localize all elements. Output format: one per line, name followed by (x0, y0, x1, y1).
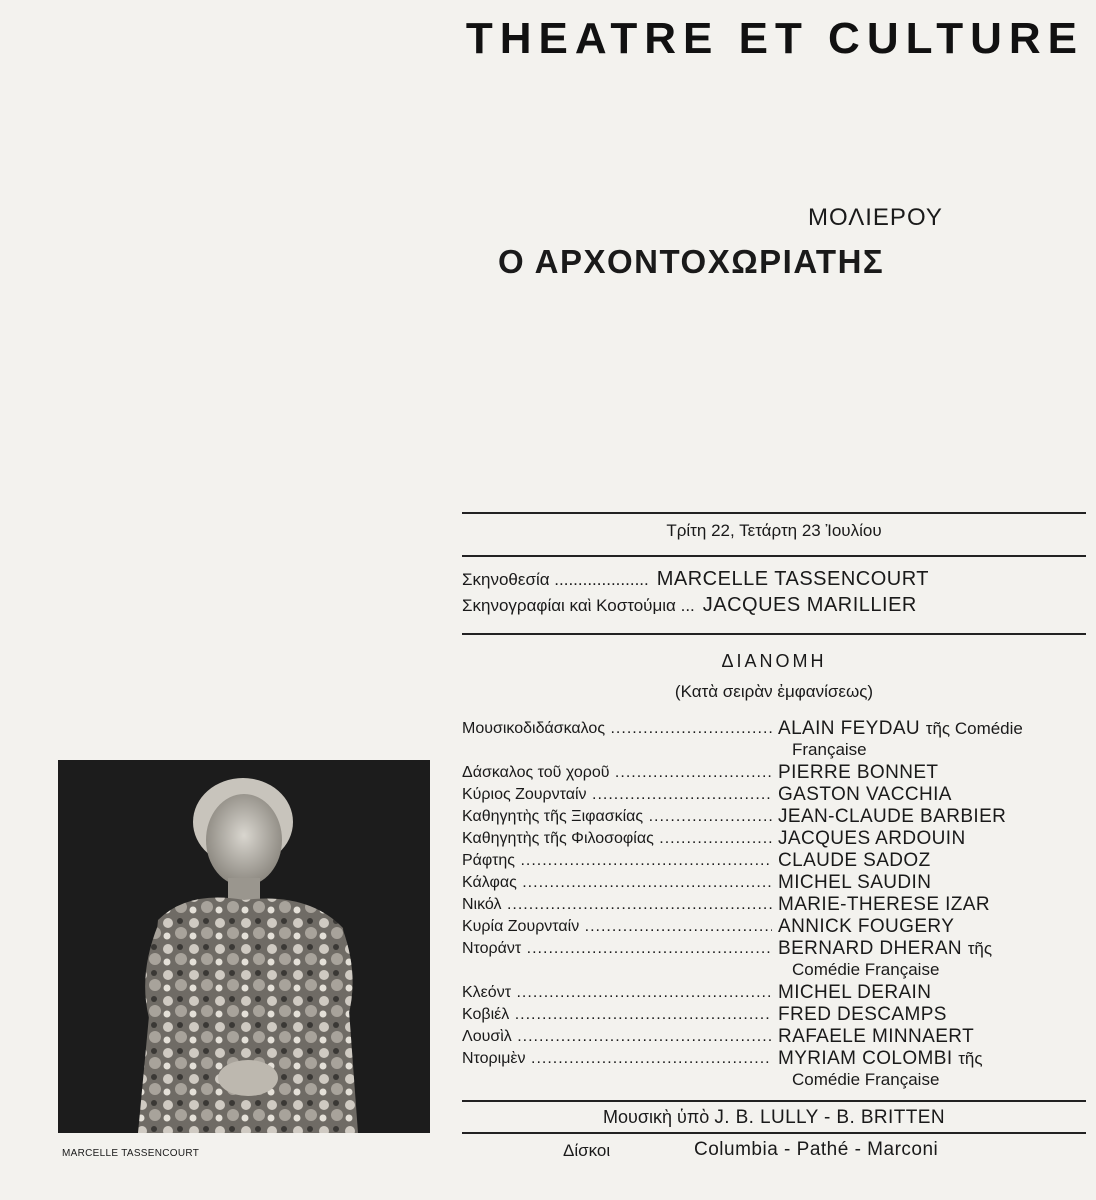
cast-role: Δάσκαλος τοῦ χοροῦ ..... (462, 764, 772, 782)
cast-role: Νικόλ ..... (462, 896, 772, 914)
cast-role: Ντοράντ ..... (462, 940, 772, 958)
cast-actor (778, 1048, 983, 1070)
divider-dates (462, 555, 1086, 557)
cast-actor (778, 894, 990, 916)
cast-row (462, 1006, 1096, 1028)
credit-role: Σκηνοθεσία .................... (462, 570, 649, 589)
cast-role: Καθηγητὴς τῆς Ξιφασκίας ..... (462, 808, 772, 826)
cast-role: Κάλφας ..... (462, 874, 772, 892)
cast-row (462, 808, 1096, 830)
cast-role: Ντοριμὲν ..... (462, 1050, 772, 1068)
cast-role: Κύριος Ζουρνταίν ..... (462, 786, 772, 804)
actor-name: ANNICK FOUGERY (778, 916, 955, 937)
actor-name: ALAIN FEYDAU (778, 718, 921, 739)
play-author: ΜΟΛΙΕΡΟΥ (808, 204, 943, 231)
actor-name: JACQUES ARDOUIN (778, 828, 966, 849)
cast-role: Μουσικοδιδάσκαλος ..... (462, 720, 772, 738)
cast-role: Κυρία Ζουρνταίν ..... (462, 918, 772, 936)
cast-role: Λουσὶλ ..... (462, 1028, 772, 1046)
actor-name: JEAN-CLAUDE BARBIER (778, 806, 1007, 827)
actor-company-continued: Comédie Française (792, 960, 940, 979)
play-title: Ο ΑΡΧΟΝΤΟΧΩΡΙΑΤΗΣ (498, 243, 885, 280)
actor-name: FRED DESCAMPS (778, 1004, 947, 1025)
cast-row (462, 786, 1096, 808)
actor-name: BERNARD DHERAN (778, 938, 963, 959)
cast-row (462, 918, 1096, 940)
cast-actor (778, 916, 954, 938)
divider-music (462, 1100, 1086, 1102)
actor-company-note: τῆς (967, 939, 993, 958)
cast-row (462, 852, 1096, 874)
records-label: Δίσκοι (563, 1141, 611, 1160)
cast-actor (778, 1004, 947, 1026)
credit-name: JACQUES MARILLIER (702, 594, 917, 616)
cast-role: Κοβιέλ ..... (462, 1006, 772, 1024)
portrait-figure (58, 760, 430, 1133)
cast-row (462, 984, 1096, 1006)
music-composers: J. B. LULLY - B. BRITTEN (714, 1107, 945, 1128)
actor-name: CLAUDE SADOZ (778, 850, 931, 871)
cast-actor (778, 828, 966, 850)
portrait-photo (58, 760, 430, 1133)
photo-caption: MARCELLE TASSENCOURT (62, 1148, 200, 1159)
actor-company-note: τῆς Comédie (925, 719, 1023, 738)
credit-name: MARCELLE TASSENCOURT (656, 568, 930, 590)
credit-row-design (462, 594, 1086, 620)
credit-row-direction (462, 568, 1086, 594)
cast-row (462, 940, 1096, 984)
cast-row (462, 720, 1096, 764)
cast-row (462, 896, 1096, 918)
actor-name: GASTON VACCHIA (778, 784, 952, 805)
cast-heading: ΔΙΑΝΟΜΗ (721, 651, 827, 671)
cast-role: Ράφτης ..... (462, 852, 772, 870)
records-labels: Columbia - Pathé - Marconi (694, 1139, 939, 1160)
cast-list (462, 720, 1096, 1094)
actor-name: MICHEL DERAIN (778, 982, 932, 1003)
actor-company-continued: Française (792, 740, 867, 759)
cast-row (462, 874, 1096, 896)
cast-actor (778, 762, 938, 784)
cast-actor (778, 872, 931, 894)
credit-role: Σκηνογραφίαι καὶ Κοστούμια ... (462, 596, 695, 615)
actor-name: MICHEL SAUDIN (778, 872, 932, 893)
actor-company-continued: Comédie Française (792, 1070, 940, 1089)
actor-name: MARIE-THERESE IZAR (778, 894, 990, 915)
actor-company-note: τῆς (958, 1049, 983, 1068)
actor-name: PIERRE BONNET (778, 762, 939, 783)
divider-top (462, 512, 1086, 514)
cast-actor (778, 784, 952, 806)
performance-dates: Τρίτη 22, Τετάρτη 23 Ἰουλίου (666, 521, 882, 540)
page-header-title: THEATRE ET CULTURE (465, 14, 1084, 63)
cast-actor (778, 982, 931, 1004)
music-credit (462, 1107, 1086, 1129)
cast-actor (778, 1026, 974, 1048)
cast-row (462, 764, 1096, 786)
divider-records (462, 1132, 1086, 1134)
cast-row (462, 830, 1096, 852)
cast-actor (778, 718, 1023, 740)
cast-actor (778, 806, 1006, 828)
actor-name: MYRIAM COLOMBI (778, 1048, 953, 1069)
cast-role: Κλεόντ ..... (462, 984, 772, 1002)
production-credits (462, 568, 1086, 620)
cast-actor (778, 938, 992, 960)
cast-row (462, 1050, 1096, 1094)
divider-credits (462, 633, 1086, 635)
music-label: Μουσικὴ ὑπὸ (603, 1107, 710, 1127)
cast-row (462, 1028, 1096, 1050)
cast-order-note: (Κατὰ σειρὰν ἐμφανίσεως) (674, 682, 874, 701)
cast-role: Καθηγητὴς τῆς Φιλοσοφίας ..... (462, 830, 772, 848)
actor-name: RAFAELE MINNAERT (778, 1026, 975, 1047)
cast-actor (778, 850, 931, 872)
